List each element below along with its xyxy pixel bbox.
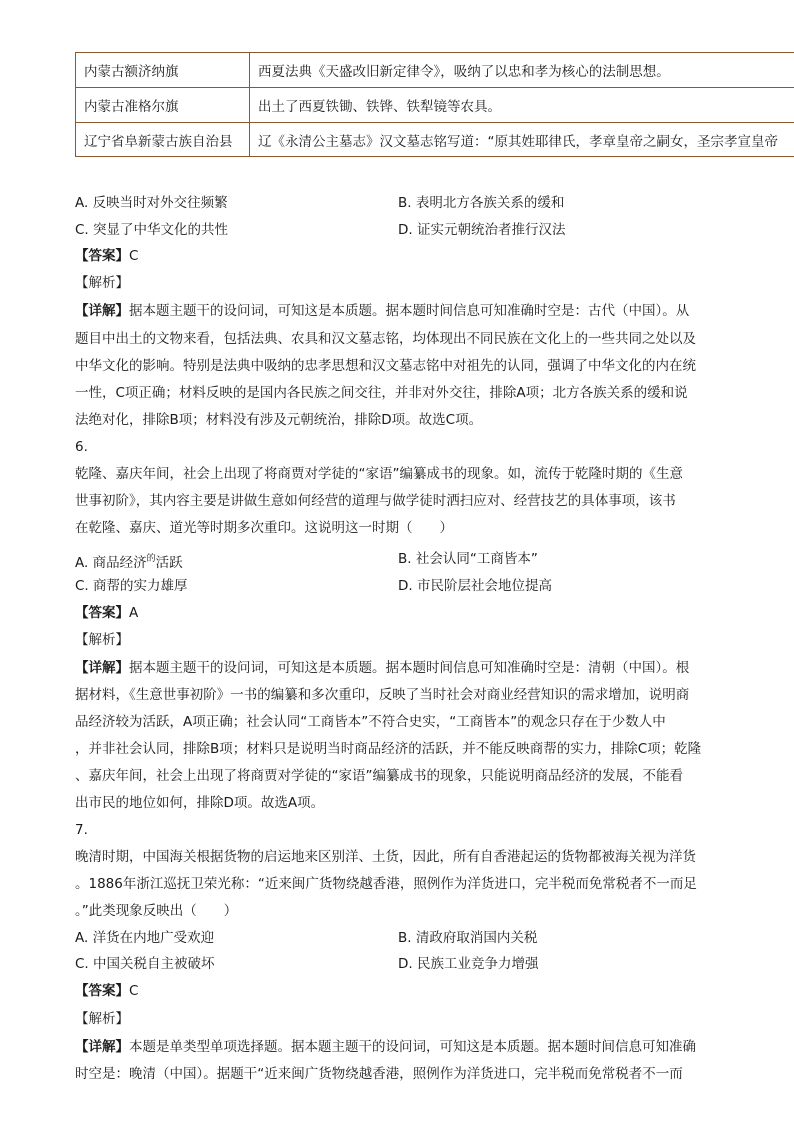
q5-detail-line: 题目中出土的文物来看，包括法典、农具和汉文墓志铭，均体现出不同民族在文化上的一些共同之处以及 — [75, 331, 696, 347]
q7-number: 7. — [75, 822, 88, 838]
q7-stem-line: 。”此类现象反映出（ ） — [75, 903, 238, 919]
q7-stem-line: 。1886年浙江巡抚卫荣光称：“近来闽广货物绕越香港，照例作为洋货进口，完半税而免常税者不一而足 — [75, 876, 697, 892]
table-cell-content: 出土了西夏铁锄、铁铧、铁犁镜等农具。 — [250, 88, 794, 123]
answer-value: A — [129, 605, 139, 621]
detail-text: 本题是单类型单项选择题。据本题主题干的设问词，可知这是本质题。据本题时间信息可知准确 — [129, 1039, 696, 1055]
table-row — [76, 53, 794, 88]
detail-text: 据本题主题干的设问词，可知这是本质题。据本题时间信息可知准确时空是：古代（中国）。从 — [129, 303, 690, 319]
q6-option-b: B. 社会认同“工商皆本” — [398, 551, 538, 567]
q6-answer — [75, 605, 138, 621]
table-row — [76, 88, 794, 123]
q5-option-a: A. 反映当时对外交往频繁 — [75, 195, 228, 211]
q5-option-c: C. 突显了中华文化的共性 — [75, 222, 229, 238]
q7-answer — [75, 983, 138, 999]
q7-option-a: A. 洋货在内地广受欢迎 — [75, 930, 215, 946]
q7-detail-line — [75, 1039, 696, 1055]
option-text: 活跃 — [155, 555, 183, 571]
q5-detail-line — [75, 303, 689, 319]
table-cell-place: 辽宁省阜新蒙古族自治县 — [76, 123, 250, 157]
option-text-superscript: 的 — [146, 554, 156, 564]
q7-stem-line: 晚清时期，中国海关根据货物的启运地来区别洋、土货，因此，所有自香港起运的货物都被海关视为洋货 — [75, 849, 696, 865]
q6-option-a — [75, 551, 183, 571]
q6-number: 6. — [75, 439, 88, 455]
q5-option-b: B. 表明北方各族关系的缓和 — [398, 195, 565, 211]
answer-value: C — [129, 248, 139, 264]
q6-detail-line: 据材料，《生意世事初阶》一书的编纂和多次重印，反映了当时社会对商业经营知识的需求增加，说明商 — [75, 687, 690, 703]
q7-detail-line: 时空是：晚清（中国）。据题干“近来闽广货物绕越香港，照例作为洋货进口，完半税而免常税者不一而 — [75, 1066, 683, 1082]
q7-option-c: C. 中国关税自主被破坏 — [75, 956, 215, 972]
q6-detail-line: 、嘉庆年间，社会上出现了将商贾对学徒的“家语”编纂成书的现象，只能说明商品经济的发展，不能看 — [75, 768, 683, 784]
table-cell-place: 内蒙古准格尔旗 — [76, 88, 250, 123]
q6-stem-line: 乾隆、嘉庆年间，社会上出现了将商贾对学徒的“家语”编纂成书的现象。如，流传于乾隆时期的《生意 — [75, 466, 683, 482]
table-cell-content: 辽《永清公主墓志》汉文墓志铭写道：“原其姓耶律氏，孝章皇帝之嗣女，圣宗孝宣皇帝 — [250, 123, 794, 157]
q5-analysis-tag: 【解析】 — [75, 275, 129, 291]
table-cell-place: 内蒙古额济纳旗 — [76, 53, 250, 88]
q6-analysis-tag: 【解析】 — [75, 632, 129, 648]
q6-detail-line: 出市民的地位如何，排除D项。故选A项。 — [75, 795, 325, 811]
q5-option-d: D. 证实元朝统治者推行汉法 — [398, 222, 566, 238]
q6-detail-line: ，并非社会认同，排除B项；材料只是说明当时商品经济的活跃，并不能反映商帮的实力，排除C项；乾隆 — [75, 741, 702, 757]
option-text: A. 商品经济 — [75, 555, 147, 571]
answer-tag: 【答案】 — [75, 248, 129, 264]
q6-option-d: D. 市民阶层社会地位提高 — [398, 578, 552, 594]
q6-stem-line: 世事初阶》，其内容主要是讲做生意如何经营的道理与做学徒时洒扫应对、经营技艺的具体事项，该书 — [75, 493, 676, 509]
detail-tag: 【详解】 — [75, 660, 129, 676]
q5-detail-line: 法绝对化，排除B项；材料没有涉及元朝统治，排除D项。故选C项。 — [75, 412, 483, 428]
q5-detail-line: 中华文化的影响。特别是法典中吸纳的忠孝思想和汉文墓志铭中对祖先的认同，强调了中华文化的内在统 — [75, 358, 696, 374]
answer-tag: 【答案】 — [75, 605, 129, 621]
q6-detail-line — [75, 660, 689, 676]
q5-answer — [75, 248, 138, 264]
answer-value: C — [129, 983, 139, 999]
detail-tag: 【详解】 — [75, 303, 129, 319]
table-row — [76, 123, 794, 157]
answer-tag: 【答案】 — [75, 983, 129, 999]
q7-option-d: D. 民族工业竞争力增强 — [398, 956, 539, 972]
q7-analysis-tag: 【解析】 — [75, 1011, 129, 1027]
source-table — [75, 52, 794, 157]
q6-detail-line: 品经济较为活跃，A项正确；社会认同“工商皆本”不符合史实，“工商皆本”的观念只存在于少数人中 — [75, 714, 666, 730]
q6-stem-line: 在乾隆、嘉庆、道光等时期多次重印。这说明这一时期（ ） — [75, 520, 453, 536]
detail-tag: 【详解】 — [75, 1039, 129, 1055]
table-cell-content: 西夏法典《天盛改旧新定律令》，吸纳了以忠和孝为核心的法制思想。 — [250, 53, 794, 88]
q7-option-b: B. 清政府取消国内关税 — [398, 930, 538, 946]
detail-text: 据本题主题干的设问词，可知这是本质题。据本题时间信息可知准确时空是：清朝（中国）。根 — [129, 660, 690, 676]
q5-detail-line: 一性，C项正确；材料反映的是国内各民族之间交往，并非对外交往，排除A项；北方各族关系的缓和说 — [75, 385, 688, 401]
q6-option-c: C. 商帮的实力雄厚 — [75, 578, 188, 594]
